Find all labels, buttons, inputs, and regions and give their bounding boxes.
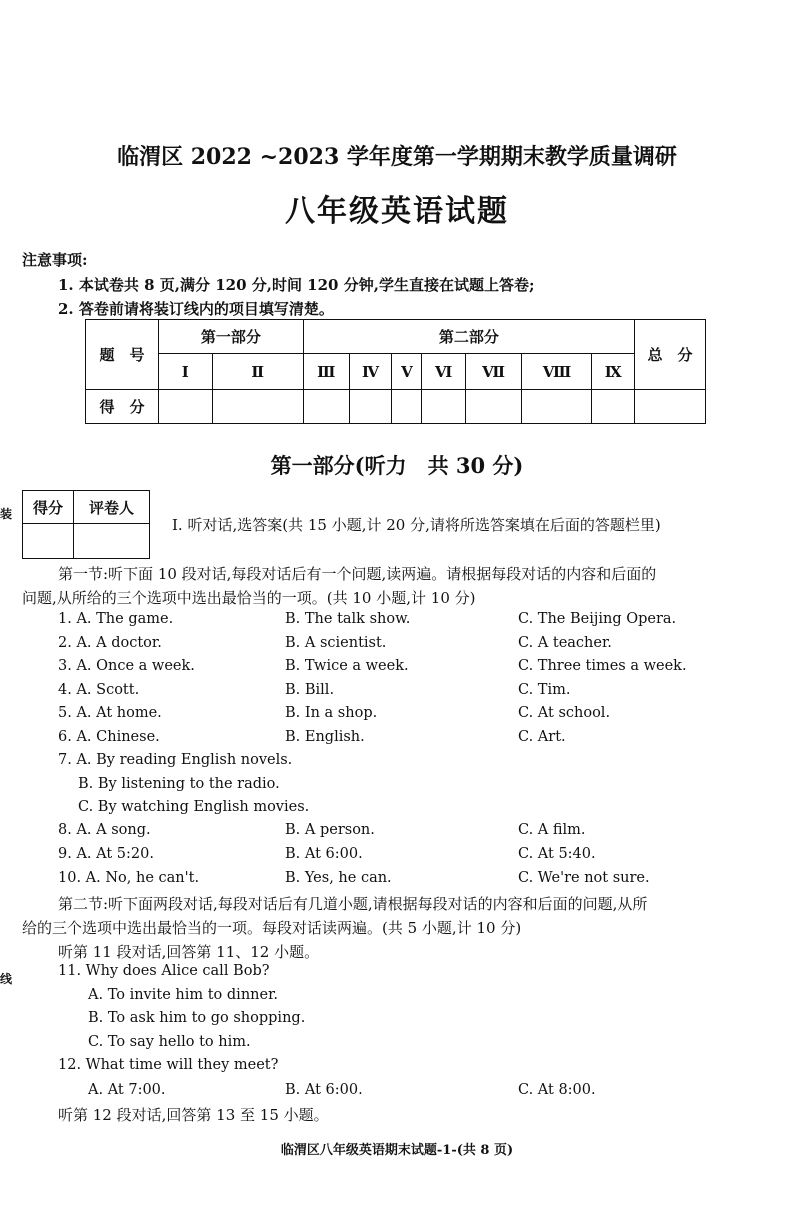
part-one-title: 第一部分(听力 共 30 分) xyxy=(270,453,524,478)
q9-option-a: 9. A. At 5:20. xyxy=(58,846,154,862)
score-cell[interactable] xyxy=(212,390,303,424)
q7-option-c: C. By watching English movies. xyxy=(78,799,310,815)
grader-score-cell[interactable] xyxy=(23,524,74,559)
score-cell[interactable] xyxy=(465,390,522,424)
q6-option-c: C. Art. xyxy=(518,729,566,745)
q12-option-a: A. At 7:00. xyxy=(88,1082,166,1098)
q10-option-a: 10. A. No, he can't. xyxy=(58,870,200,886)
q2-option-a: 2. A. A doctor. xyxy=(58,635,162,651)
q11-stem: 11. Why does Alice call Bob? xyxy=(58,963,270,979)
q5-option-a: 5. A. At home. xyxy=(58,705,162,721)
numeral-cell: Ⅲ xyxy=(303,354,349,390)
notice-item-2: 2. 答卷前请将装订线内的项目填写清楚。 xyxy=(58,300,334,318)
numeral-cell: Ⅶ xyxy=(465,354,522,390)
numeral-cell: Ⅷ xyxy=(522,354,592,390)
q4-option-a: 4. A. Scott. xyxy=(58,682,140,698)
total-score-cell[interactable] xyxy=(635,390,706,424)
q4-option-c: C. Tim. xyxy=(518,682,571,698)
q9-option-c: C. At 5:40. xyxy=(518,846,596,862)
score-cell[interactable] xyxy=(522,390,592,424)
section-two-intro-2: 给的三个选项中选出最恰当的一项。每段对话读两遍。(共 5 小题,计 10 分) xyxy=(22,919,522,937)
binding-mark-bottom: 线 xyxy=(0,972,13,986)
q7-option-b: B. By listening to the radio. xyxy=(78,776,280,792)
grader-reviewer-label: 评卷人 xyxy=(74,491,150,524)
q1-option-c: C. The Beijing Opera. xyxy=(518,611,677,627)
grader-box xyxy=(22,490,150,559)
notice-heading: 注意事项: xyxy=(22,251,88,269)
q3-option-b: B. Twice a week. xyxy=(285,658,409,674)
section-one-heading: Ⅰ. 听对话,选答案(共 15 小题,计 20 分,请将所选答案填在后面的答题栏里) xyxy=(172,516,661,534)
section-one-intro-1: 第一节:听下面 10 段对话,每段对话后有一个问题,读两遍。请根据每段对话的内容和后面的 xyxy=(58,565,657,583)
q12-option-c: C. At 8:00. xyxy=(518,1082,596,1098)
q10-option-c: C. We're not sure. xyxy=(518,870,650,886)
dialog-12-instruction: 听第 12 段对话,回答第 13 至 15 小题。 xyxy=(58,1106,329,1124)
q3-option-c: C. Three times a week. xyxy=(518,658,687,674)
q9-option-b: B. At 6:00. xyxy=(285,846,363,862)
page-footer: 临渭区八年级英语期末试题-1-(共 8 页) xyxy=(280,1143,514,1158)
q8-option-c: C. A film. xyxy=(518,822,586,838)
exam-header-title: 临渭区 2022 ~2023 学年度第一学期期末教学质量调研 xyxy=(117,144,677,170)
score-cell[interactable] xyxy=(392,390,422,424)
q7-option-a: 7. A. By reading English novels. xyxy=(58,752,293,768)
exam-subject-title: 八年级英语试题 xyxy=(285,194,509,229)
q4-option-b: B. Bill. xyxy=(285,682,335,698)
score-row-label: 得 分 xyxy=(86,390,159,424)
q11-option-c: C. To say hello to him. xyxy=(88,1034,251,1050)
total-label: 总 分 xyxy=(635,320,706,390)
grader-score-label: 得分 xyxy=(23,491,74,524)
q12-option-b: B. At 6:00. xyxy=(285,1082,363,1098)
q3-option-a: 3. A. Once a week. xyxy=(58,658,195,674)
numeral-cell: Ⅴ xyxy=(392,354,422,390)
grader-reviewer-cell[interactable] xyxy=(74,524,150,559)
q10-option-b: B. Yes, he can. xyxy=(285,870,392,886)
q2-option-c: C. A teacher. xyxy=(518,635,612,651)
score-cell[interactable] xyxy=(159,390,213,424)
q11-option-a: A. To invite him to dinner. xyxy=(88,987,279,1003)
q1-option-b: B. The talk show. xyxy=(285,611,411,627)
numeral-cell: Ⅰ xyxy=(159,354,213,390)
score-cell[interactable] xyxy=(303,390,349,424)
dialog-11-instruction: 听第 11 段对话,回答第 11、12 小题。 xyxy=(58,943,320,961)
q6-option-a: 6. A. Chinese. xyxy=(58,729,160,745)
numeral-cell: Ⅵ xyxy=(422,354,465,390)
part1-header: 第一部分 xyxy=(159,320,304,354)
numeral-cell: Ⅸ xyxy=(592,354,635,390)
score-table xyxy=(85,319,706,424)
q11-option-b: B. To ask him to go shopping. xyxy=(88,1010,306,1026)
binding-mark-top: 装 xyxy=(0,507,13,521)
part2-header: 第二部分 xyxy=(303,320,634,354)
notice-item-1: 1. 本试卷共 8 页,满分 120 分,时间 120 分钟,学生直接在试题上答卷; xyxy=(58,276,535,294)
section-one-intro-2: 问题,从所给的三个选项中选出最恰当的一项。(共 10 小题,计 10 分) xyxy=(22,589,476,607)
numeral-cell: Ⅱ xyxy=(212,354,303,390)
score-cell[interactable] xyxy=(422,390,465,424)
q5-option-c: C. At school. xyxy=(518,705,611,721)
q12-stem: 12. What time will they meet? xyxy=(58,1057,279,1073)
score-cell[interactable] xyxy=(592,390,635,424)
section-two-intro-1: 第二节:听下面两段对话,每段对话后有几道小题,请根据每段对话的内容和后面的问题,从所 xyxy=(58,895,648,913)
numeral-cell: Ⅳ xyxy=(349,354,392,390)
question-number-label: 题 号 xyxy=(86,320,159,390)
q8-option-a: 8. A. A song. xyxy=(58,822,151,838)
q1-option-a: 1. A. The game. xyxy=(58,611,174,627)
q2-option-b: B. A scientist. xyxy=(285,635,387,651)
q6-option-b: B. English. xyxy=(285,729,365,745)
q5-option-b: B. In a shop. xyxy=(285,705,378,721)
score-cell[interactable] xyxy=(349,390,392,424)
q8-option-b: B. A person. xyxy=(285,822,375,838)
